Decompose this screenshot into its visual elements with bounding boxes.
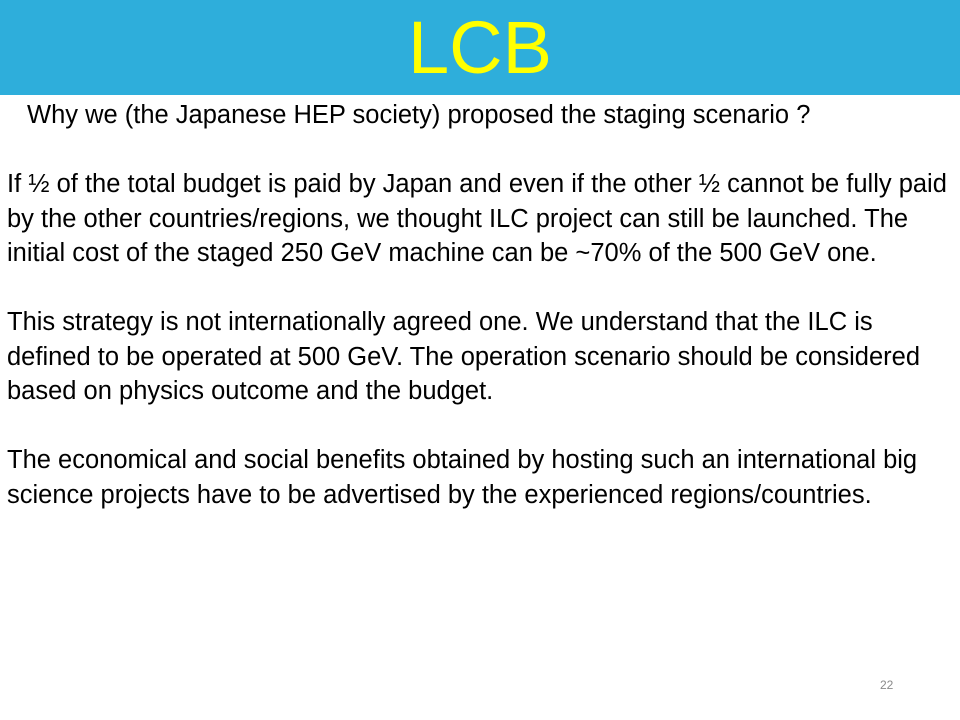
title-bar <box>0 0 960 95</box>
paragraph-budget: If ½ of the total budget is paid by Japan and even if the other ½ cannot be fully paid by the other countries/regions, we thought ILC project can still be launched. The initial cost of the staged 250 GeV machine can be ~70% of the 500 GeV one. <box>7 170 947 267</box>
slide-body <box>7 98 952 512</box>
paragraph-benefits: The economical and social benefits obtained by hosting such an international big science projects have to be advertised by the experienced regions/countries. <box>7 446 918 509</box>
page-number: 22 <box>880 678 894 692</box>
paragraph-strategy: This strategy is not internationally agreed one. We understand that the ILC is defined to be operated at 500 GeV. The operation scenario should be considered based on physics outcome and the budget. <box>7 308 921 405</box>
paragraph-question: Why we (the Japanese HEP society) proposed the staging scenario ? <box>27 101 811 129</box>
slide-title: LCB <box>408 6 552 89</box>
